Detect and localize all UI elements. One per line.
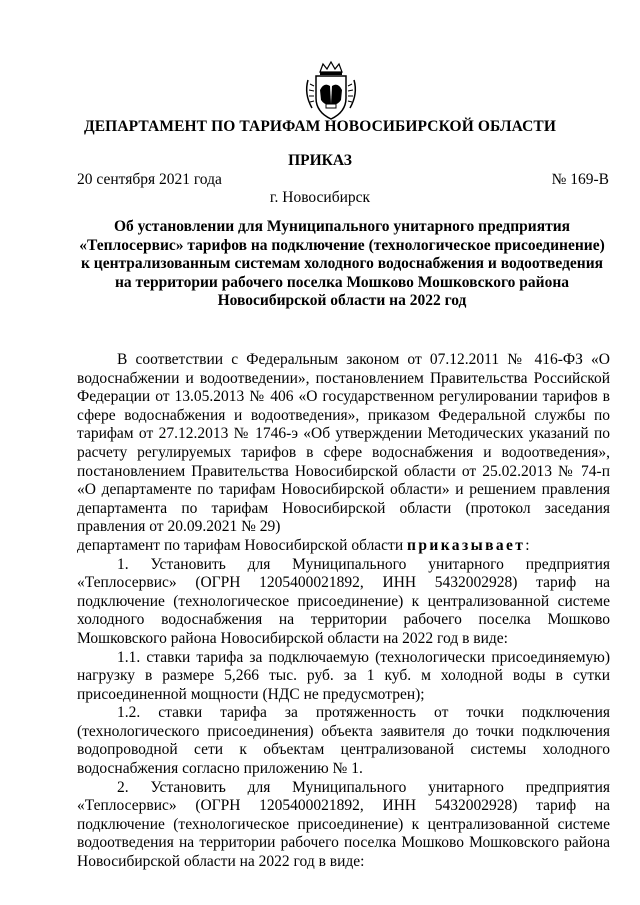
novosibirsk-region-coat-of-arms-icon	[300, 60, 362, 122]
decree-suffix: :	[525, 536, 530, 554]
order-city: г. Новосибирск	[269, 189, 371, 206]
decree-line	[77, 537, 610, 556]
department-name: ДЕПАРТАМЕНТ ПО ТАРИФАМ НОВОСИБИРСКОЙ ОБЛАСТИ	[83, 118, 557, 135]
item-1-2-paragraph: 1.2. ставки тарифа за протяженность от точки подключения (технологического присоединения) объекта заявителя до точки подключения водопроводной сети к объектам централизованой системы холодного водоснабжения согласно приложению № 1.	[77, 704, 610, 778]
decree-prefix: департамент по тарифам Новосибирской области	[77, 536, 408, 554]
order-body	[77, 351, 610, 872]
order-number: № 169-В	[551, 171, 609, 188]
decree-word: приказывает	[407, 536, 526, 554]
item-1-paragraph: 1. Установить для Муниципального унитарного предприятия «Теплосервис» (ОГРН 1205400021892, ИНН 5432002928) тариф на подключение (технологическое присоединение) к централизованной системе холодного водоснабжения на территории рабочего поселка Мошково Мошковского района Новосибирской области на 2022 год в виде:	[77, 555, 610, 647]
preamble-paragraph: В соответствии с Федеральным законом от 07.12.2011 № 416-ФЗ «О водоснабжении и водоотведении», постановлением Правительства Российской Федерации от 13.05.2013 № 406 «О государственном регулировании тарифов в сфере водоснабжения и водоотведения», приказом Федеральной службы по тарифам от 27.12.2013 № 1746-э «Об утверждении Методических указаний по расчету регулируемых тарифов в сфере водоснабжения и водоотведения», постановлением Правительства Новосибирской области от 25.02.2013 № 74-п «О департаменте по тарифам Новосибирской области» и решением правления департамента по тарифам Новосибирской области (протокол заседания правления от 20.09.2021 № 29)	[77, 351, 610, 536]
item-2-paragraph: 2. Установить для Муниципального унитарного предприятия «Теплосервис» (ОГРН 1205400021892, ИНН 5432002928) тариф на подключение (технологическое присоединение) к централизованной системе водоотведения на территории рабочего поселка Мошково Мошковского района Новосибирской области на 2022 год в виде:	[77, 778, 610, 871]
order-date: 20 сентября 2021 года	[77, 171, 222, 188]
item-1-1-paragraph: 1.1. ставки тарифа за подключаемую (технологически присоединяемую) нагрузку в размере 5,266 тыс. руб. за 1 куб. м холодной воды в сутки присоединенной мощности (НДС не предусмотрен);	[77, 648, 610, 703]
order-heading: ПРИКАЗ	[288, 152, 352, 169]
order-title: Об установлении для Муниципального унитарного предприятия «Теплосервис» тарифов на подключение (технологическое присоединение) к централизованным системам холодного водоснабжения и водоотведения на территории рабочего поселка Мошково Мошковского района Новосибирской области на 2022 год	[79, 218, 605, 310]
